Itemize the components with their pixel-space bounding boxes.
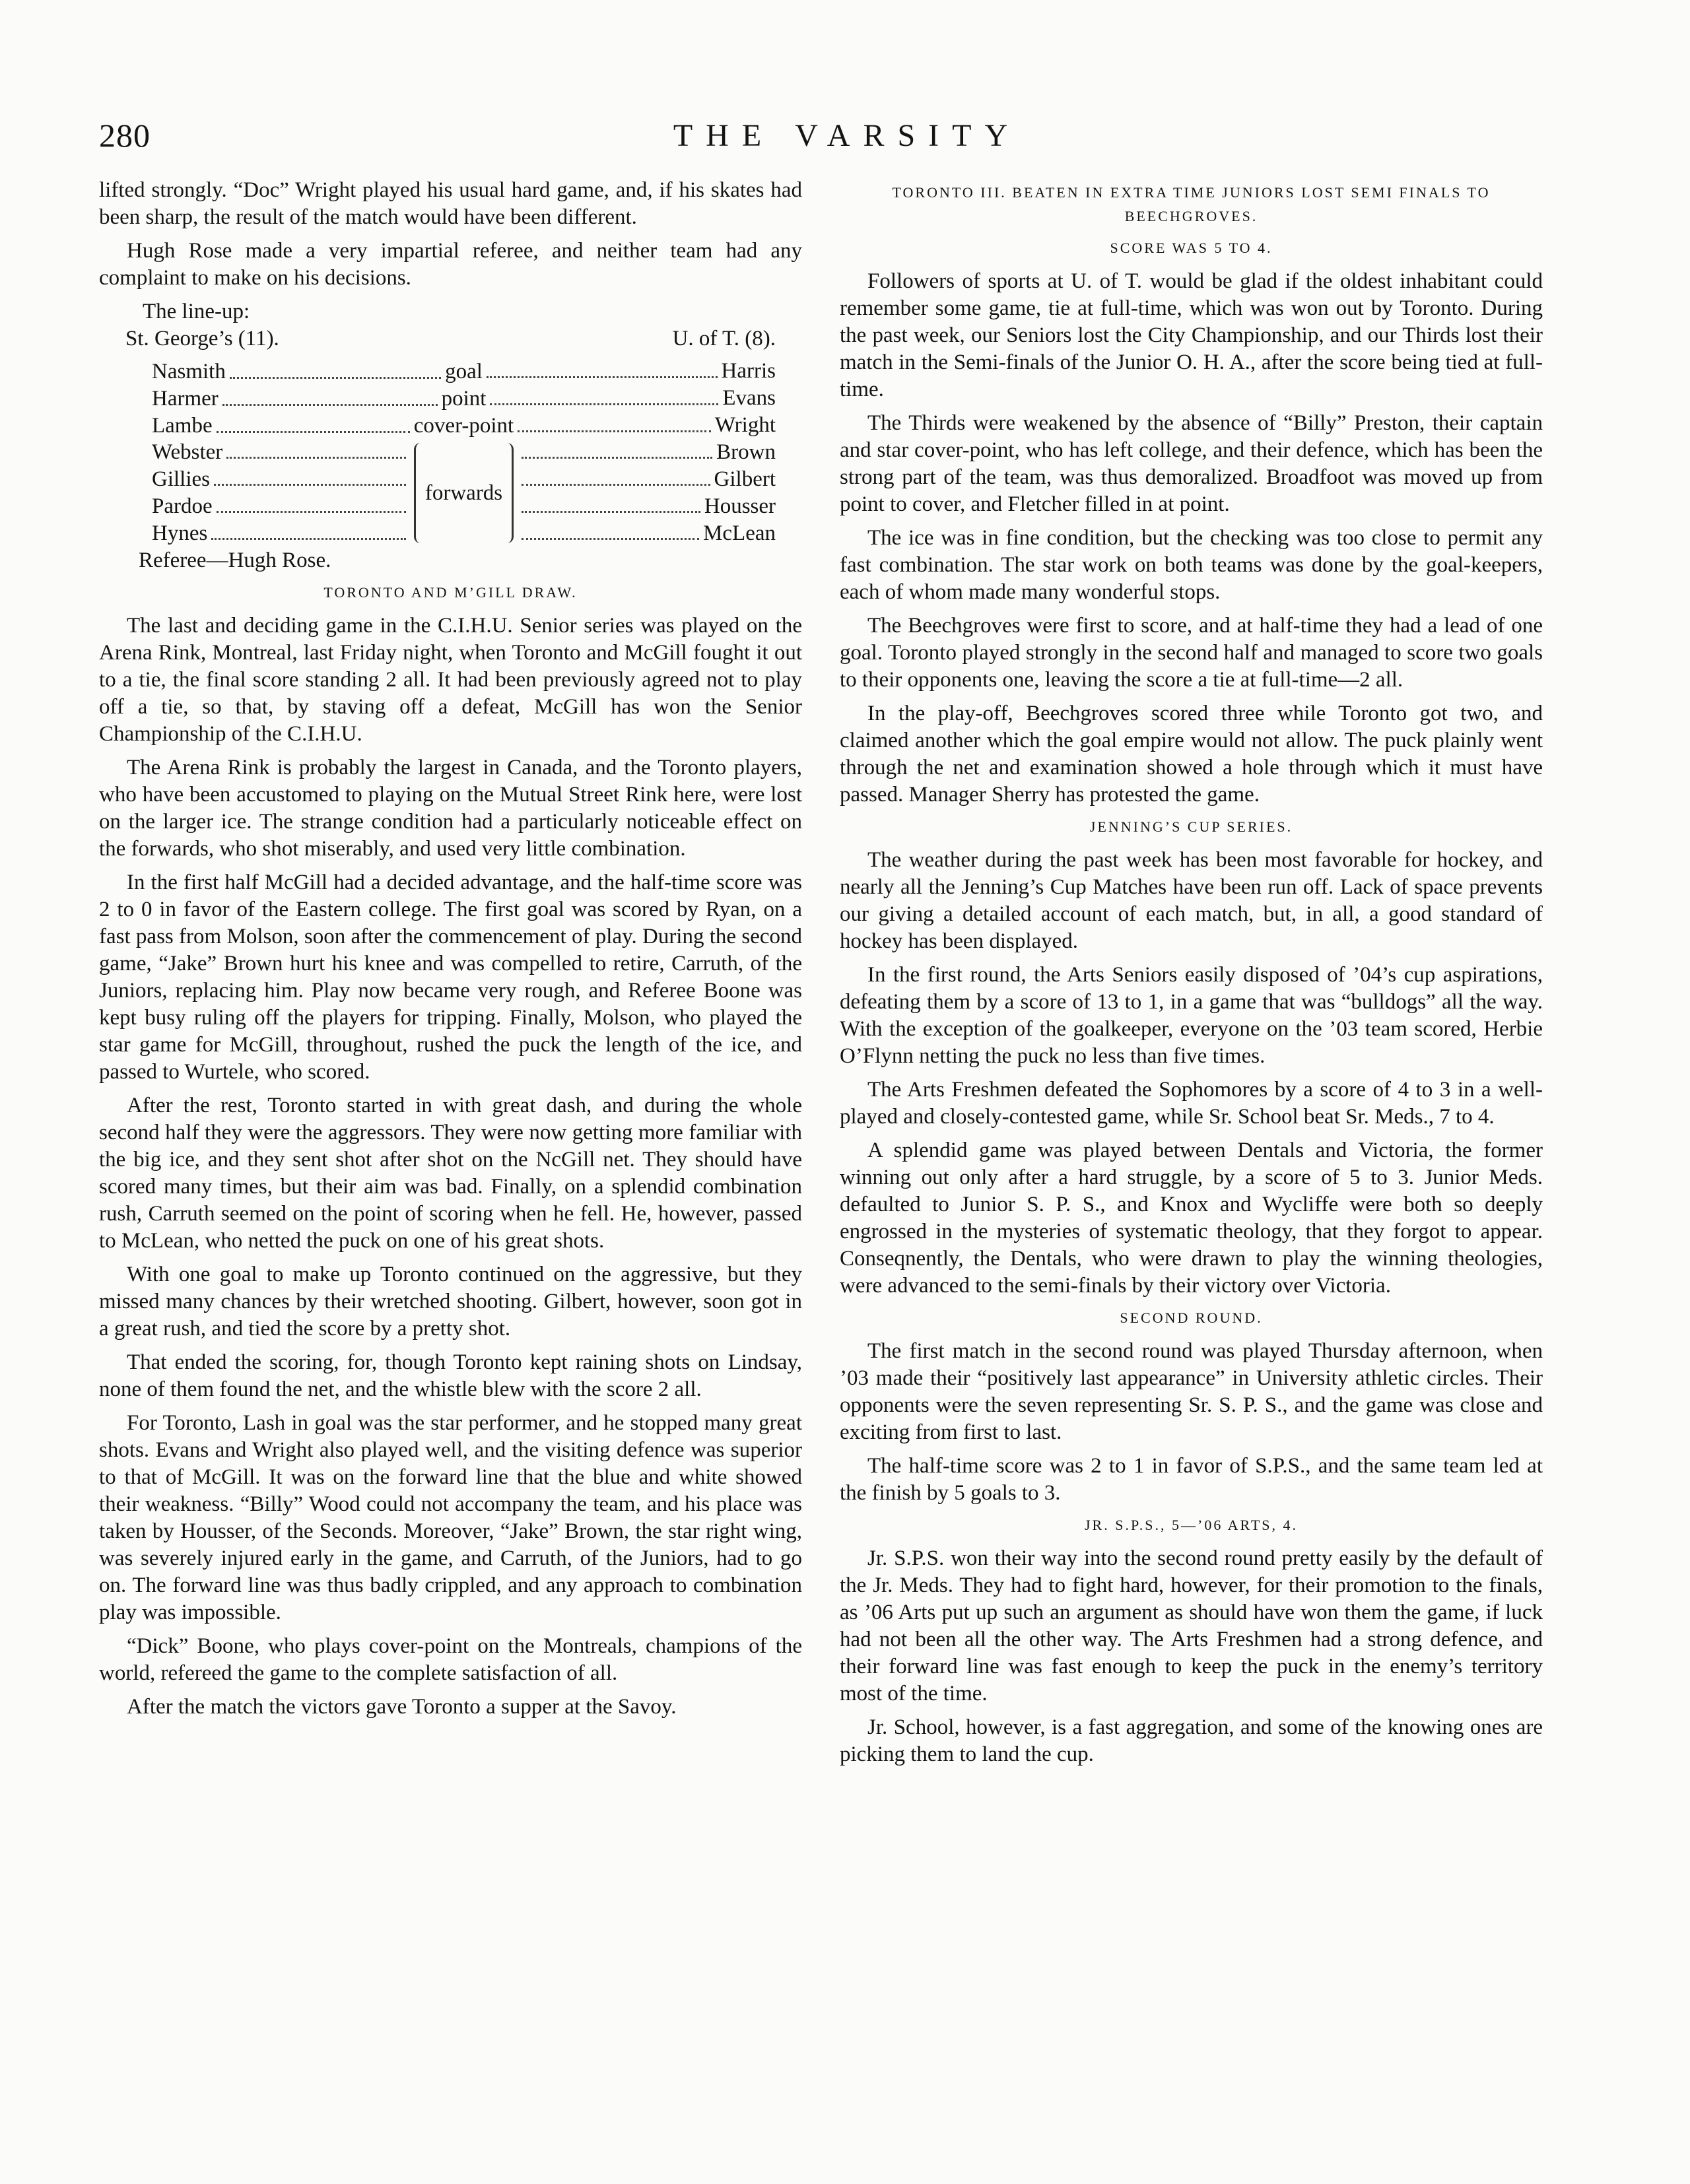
section-subheading: SCORE WAS 5 TO 4. xyxy=(1110,240,1273,256)
paragraph: With one goal to make up Toronto continued on the aggressive, but they missed many chances by their wretched shooting. Gilbert, however, soon got in a great rush, and tied the score by a pretty shot. xyxy=(99,1263,802,1340)
section-heading: SECOND ROUND. xyxy=(1120,1309,1263,1326)
paragraph: In the first half McGill had a decided advantage, and the half-time score was 2 to 0 in favor of the Eastern college. The first goal was scored by Ryan, on a fast pass from Molson, soon after the commencement of play. During the second game, “Jake” Brown hurt his knee and was compelled to retire, Carruth, of the Juniors, replacing him. Play now became very rough, and Referee Boone was kept busy ruling off the players for tripping. Finally, Molson, who played the star game for McGill, throughout, rushed the puck the length of the ice, and passed to Wurtele, who scored. xyxy=(99,871,802,1084)
section-heading: JR. S.P.S., 5—’06 ARTS, 4. xyxy=(1084,1517,1299,1533)
lineup-row xyxy=(99,412,802,439)
paragraph: Hugh Rose made a very impartial referee, and neither team had any complaint to make on his decisions. xyxy=(99,239,802,290)
player-left: Hynes xyxy=(152,521,208,545)
masthead-title: THE VARSITY xyxy=(673,118,1021,153)
player-right: McLean xyxy=(703,521,776,545)
paragraph: The last and deciding game in the C.I.H.U. Senior series was played on the Arena Rink, Montreal, last Friday night, when Toronto and McGill fought it out to a tie, the final score standing 2 all. It had been previously agreed not to play off a tie, so that, by staving off a defeat, McGill has won the Senior Championship of the C.I.H.U. xyxy=(99,614,802,746)
paragraph: The Beechgroves were first to score, and at half-time they had a lead of one goal. Toronto played strongly in the second half and managed to score two goals to their opponents one, leaving the score a tie at full-time—2 all. xyxy=(840,614,1543,692)
right-column xyxy=(840,177,1543,1775)
section-heading: TORONTO AND M’GILL DRAW. xyxy=(323,584,578,601)
player-right: Housser xyxy=(704,494,776,518)
position-label: cover-point xyxy=(413,414,514,438)
paragraph: In the first round, the Arts Seniors easily disposed of ’04’s cup aspirations, defeating them by a score of 13 to 1, in a game that was “bulldogs” all the way. With the exception of the goalkeeper, everyone on the ’03 team scored, Herbie O’Flynn netting the puck no less than five times. xyxy=(840,963,1543,1068)
player-right: Evans xyxy=(722,386,776,410)
paragraph: The Thirds were weakened by the absence of “Billy” Preston, their captain and star cover-point, who has left college, and their defence, which has been the strong part of the team, was thus demoralized. Broadfoot was moved up from point to cover, and Fletcher filled in at point. xyxy=(840,411,1543,516)
lineup-teams xyxy=(99,325,802,352)
player-right: Gilbert xyxy=(714,467,776,491)
position-label: point xyxy=(441,387,487,411)
paragraph: lifted strongly. “Doc” Wright played his usual hard game, and, if his skates had been sharp, the result of the match would have been different. xyxy=(99,178,802,229)
section-heading: TORONTO III. BEATEN IN EXTRA TIME JUNIORS LOST SEMI FINALS TO BEECHGROVES. xyxy=(892,184,1491,224)
player-right: Wright xyxy=(714,413,776,437)
player-left: Gillies xyxy=(152,467,210,491)
paragraph: Followers of sports at U. of T. would be glad if the oldest inhabitant could remember some game, tie at full-time, which was won out by Toronto. During the past week, our Seniors lost the City Championship, and our Thirds lost their match in the Semi-finals of the Junior O. H. A., after the score being tied at full-time. xyxy=(840,269,1543,401)
left-column xyxy=(99,177,802,1727)
paragraph: A splendid game was played between Dentals and Victoria, the former winning out only after a hard struggle, by a score of 5 to 3. Junior Meds. defaulted to Junior S. P. S., and Knox and Wycliffe were both so deeply engrossed in the mysteries of systematic theology, that they forgot to appear. Conseqnently, the Dentals, who were drawn to play the winning theologies, were advanced to the semi-finals by their victory over Victoria. xyxy=(840,1139,1543,1298)
page-number: 280 xyxy=(99,117,151,154)
forwards-block xyxy=(99,439,802,547)
lineup-row xyxy=(99,385,802,412)
paragraph: The Arena Rink is probably the largest in Canada, and the Toronto players, who have been accustomed to playing on the Mutual Street Rink here, were lost on the larger ice. The strange condition had a particularly noticeable effect on the forwards, who shot miserably, and used very little combination. xyxy=(99,756,802,861)
paragraph: “Dick” Boone, who plays cover-point on the Montreals, champions of the world, refereed the game to the complete satisfaction of all. xyxy=(99,1634,802,1685)
lineup-label: The line-up: xyxy=(143,300,250,323)
paragraph: The Arts Freshmen defeated the Sophomores by a score of 4 to 3 in a well-played and closely-contested game, while Sr. School beat Sr. Meds., 7 to 4. xyxy=(840,1078,1543,1129)
player-right: Harris xyxy=(721,359,776,383)
paragraph: After the rest, Toronto started in with great dash, and during the whole second half they were the aggressors. They were now getting more familiar with the big ice, and they sent shot after shot on the NcGill net. They should have scored many times, but their aim was bad. Finally, on a splendid combination rush, Carruth seemed on the point of scoring when he fell. He, however, passed to McLean, who netted the puck on one of his great shots. xyxy=(99,1094,802,1253)
lineup-row xyxy=(99,358,802,385)
paragraph: In the play-off, Beechgroves scored three while Toronto got two, and claimed another which the goal empire would not allow. The puck plainly went through the net and examination showed a hole through which it must have passed. Manager Sherry has protested the game. xyxy=(840,702,1543,807)
player-right: Brown xyxy=(716,440,776,464)
paragraph: For Toronto, Lash in goal was the star performer, and he stopped many great shots. Evans and Wright also played well, and the visiting defence was superior to that of McGill. It was on the forward line that the blue and white showed their weakness. “Billy” Wood could not accompany the team, and his place was taken by Housser, of the Seconds. Moreover, “Jake” Brown, the star right wing, was severely injured early in the game, and Carruth, of the Juniors, had to go on. The forward line was thus badly crippled, and any approach to combination play was impossible. xyxy=(99,1411,802,1624)
forwards-label: forwards xyxy=(424,480,503,505)
paragraph: The weather during the past week has been most favorable for hockey, and nearly all the Jenning’s Cup Matches have been run off. Lack of space prevents our giving a detailed account of each match, but, in all, a good standard of hockey has been displayed. xyxy=(840,848,1543,953)
lineup-table xyxy=(99,298,802,574)
team-left: St. George’s (11). xyxy=(125,327,279,350)
player-left: Harmer xyxy=(152,387,219,411)
player-left: Pardoe xyxy=(152,494,213,518)
page-header xyxy=(99,116,1595,162)
player-left: Lambe xyxy=(152,414,213,438)
player-left: Webster xyxy=(152,440,223,464)
paragraph: The half-time score was 2 to 1 in favor of S.P.S., and the same team led at the finish by 5 goals to 3. xyxy=(840,1454,1543,1505)
paragraph: That ended the scoring, for, though Toronto kept raining shots on Lindsay, none of them found the net, and the whistle blew with the score 2 all. xyxy=(99,1350,802,1401)
paragraph: Jr. School, however, is a fast aggregation, and some of the knowing ones are picking them to land the cup. xyxy=(840,1715,1543,1766)
position-label: goal xyxy=(445,360,483,383)
player-left: Nasmith xyxy=(152,360,226,383)
paragraph: Jr. S.P.S. won their way into the second round pretty easily by the default of the Jr. Meds. They had to fight hard, however, for their promotion to the finals, as ’06 Arts put up such an argument as should have won them the game, if luck had not been all the other way. The Arts Freshmen had a strong defence, and their forward line was fast enough to keep the puck in the enemy’s territory most of the time. xyxy=(840,1546,1543,1705)
forwards-brace xyxy=(414,443,514,543)
paragraph: After the match the victors gave Toronto a supper at the Savoy. xyxy=(127,1695,677,1719)
paragraph: The first match in the second round was played Thursday afternoon, when ’03 made their “positively last appearance” in University athletic circles. Their opponents were the seven representing Sr. S. P. S., and the game was close and exciting from first to last. xyxy=(840,1339,1543,1444)
paragraph: The ice was in fine condition, but the checking was too close to permit any fast combination. The star work on both teams was done by the goal-keepers, each of whom made many wonderful stops. xyxy=(840,526,1543,604)
team-right: U. of T. (8). xyxy=(672,327,776,350)
section-heading: JENNING’S CUP SERIES. xyxy=(1089,818,1293,835)
referee-line: Referee—Hugh Rose. xyxy=(139,548,331,572)
